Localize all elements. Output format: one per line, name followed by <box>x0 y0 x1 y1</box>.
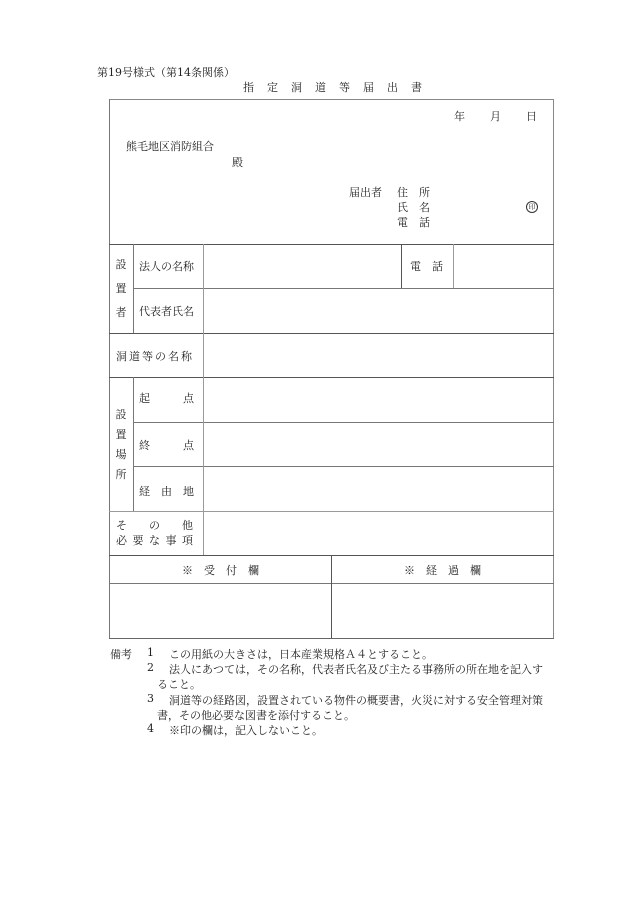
note-text-cont: 書，その他必要な図書を添付すること。 <box>157 709 355 722</box>
other-field[interactable] <box>204 512 553 555</box>
location-char: 所 <box>115 468 127 481</box>
notes-label: 備考 <box>110 648 132 661</box>
form-number: 第19号様式（第14条関係） <box>97 66 235 79</box>
seal-mark <box>526 199 538 213</box>
date-day-label: 日 <box>526 110 537 123</box>
progress-label: ※ 経 過 欄 <box>404 563 481 577</box>
note-text: この用紙の大きさは，日本産業規格Ａ４とすること。 <box>169 648 433 661</box>
end-point-field[interactable] <box>204 423 553 466</box>
applicant-label: 届出者 <box>349 186 382 199</box>
tunnel-name-field[interactable] <box>204 334 553 377</box>
via-point-label: 経 由 地 <box>139 485 194 498</box>
other-label-line2: 必 要 な 事 項 <box>116 534 194 547</box>
note-text: 洞道等の経路図，設置されている物件の概要書，火災に対する安全管理対策 <box>169 694 543 707</box>
note-text: 法人にあつては，その名称，代表者氏名及び主たる事務所の所在地を記入す <box>169 663 543 676</box>
installer-char: 設 <box>115 257 127 271</box>
note-number: 4 <box>147 722 154 735</box>
note-number: 3 <box>147 692 154 705</box>
start-point-label: 起 点 <box>139 392 194 405</box>
phone-label: 電 話 <box>410 260 443 273</box>
location-char: 設 <box>115 408 127 421</box>
applicant-phone-label: 電 話 <box>397 216 430 229</box>
date-year-label: 年 <box>454 110 465 123</box>
tunnel-name-label: 洞道等の名称 <box>116 349 194 363</box>
corp-name-field[interactable] <box>204 245 401 288</box>
applicant-address-label: 住 所 <box>397 186 430 199</box>
installer-char: 者 <box>115 306 127 320</box>
addressee: 熊毛地区消防組合 <box>126 140 214 153</box>
location-group-label <box>109 378 133 511</box>
location-char: 場 <box>115 448 127 461</box>
location-char: 置 <box>115 428 127 441</box>
other-label-line1: そ の 他 <box>116 519 193 532</box>
reception-label: ※ 受 付 欄 <box>182 563 259 577</box>
page-title: 指 定 洞 道 等 届 出 書 <box>243 81 423 94</box>
installer-group-label <box>109 244 133 333</box>
installer-char: 置 <box>115 281 127 295</box>
rep-name-label: 代表者氏名 <box>139 305 194 318</box>
progress-box <box>332 584 553 638</box>
applicant-name-label: 氏 名 <box>397 201 430 214</box>
seal-icon: 印 <box>526 201 538 213</box>
rep-name-field[interactable] <box>204 289 553 333</box>
via-point-field[interactable] <box>204 467 553 511</box>
corp-name-label: 法人の名称 <box>139 260 194 273</box>
start-point-field[interactable] <box>204 378 553 422</box>
note-text-cont: ること。 <box>157 678 201 691</box>
phone-field[interactable] <box>454 245 553 288</box>
note-number: 1 <box>147 646 154 659</box>
date-month-label: 月 <box>490 110 501 123</box>
reception-box <box>110 584 331 638</box>
honorific: 殿 <box>232 156 243 169</box>
note-text: ※印の欄は，記入しないこと。 <box>169 724 323 737</box>
end-point-label: 終 点 <box>139 438 194 452</box>
note-number: 2 <box>147 661 154 674</box>
